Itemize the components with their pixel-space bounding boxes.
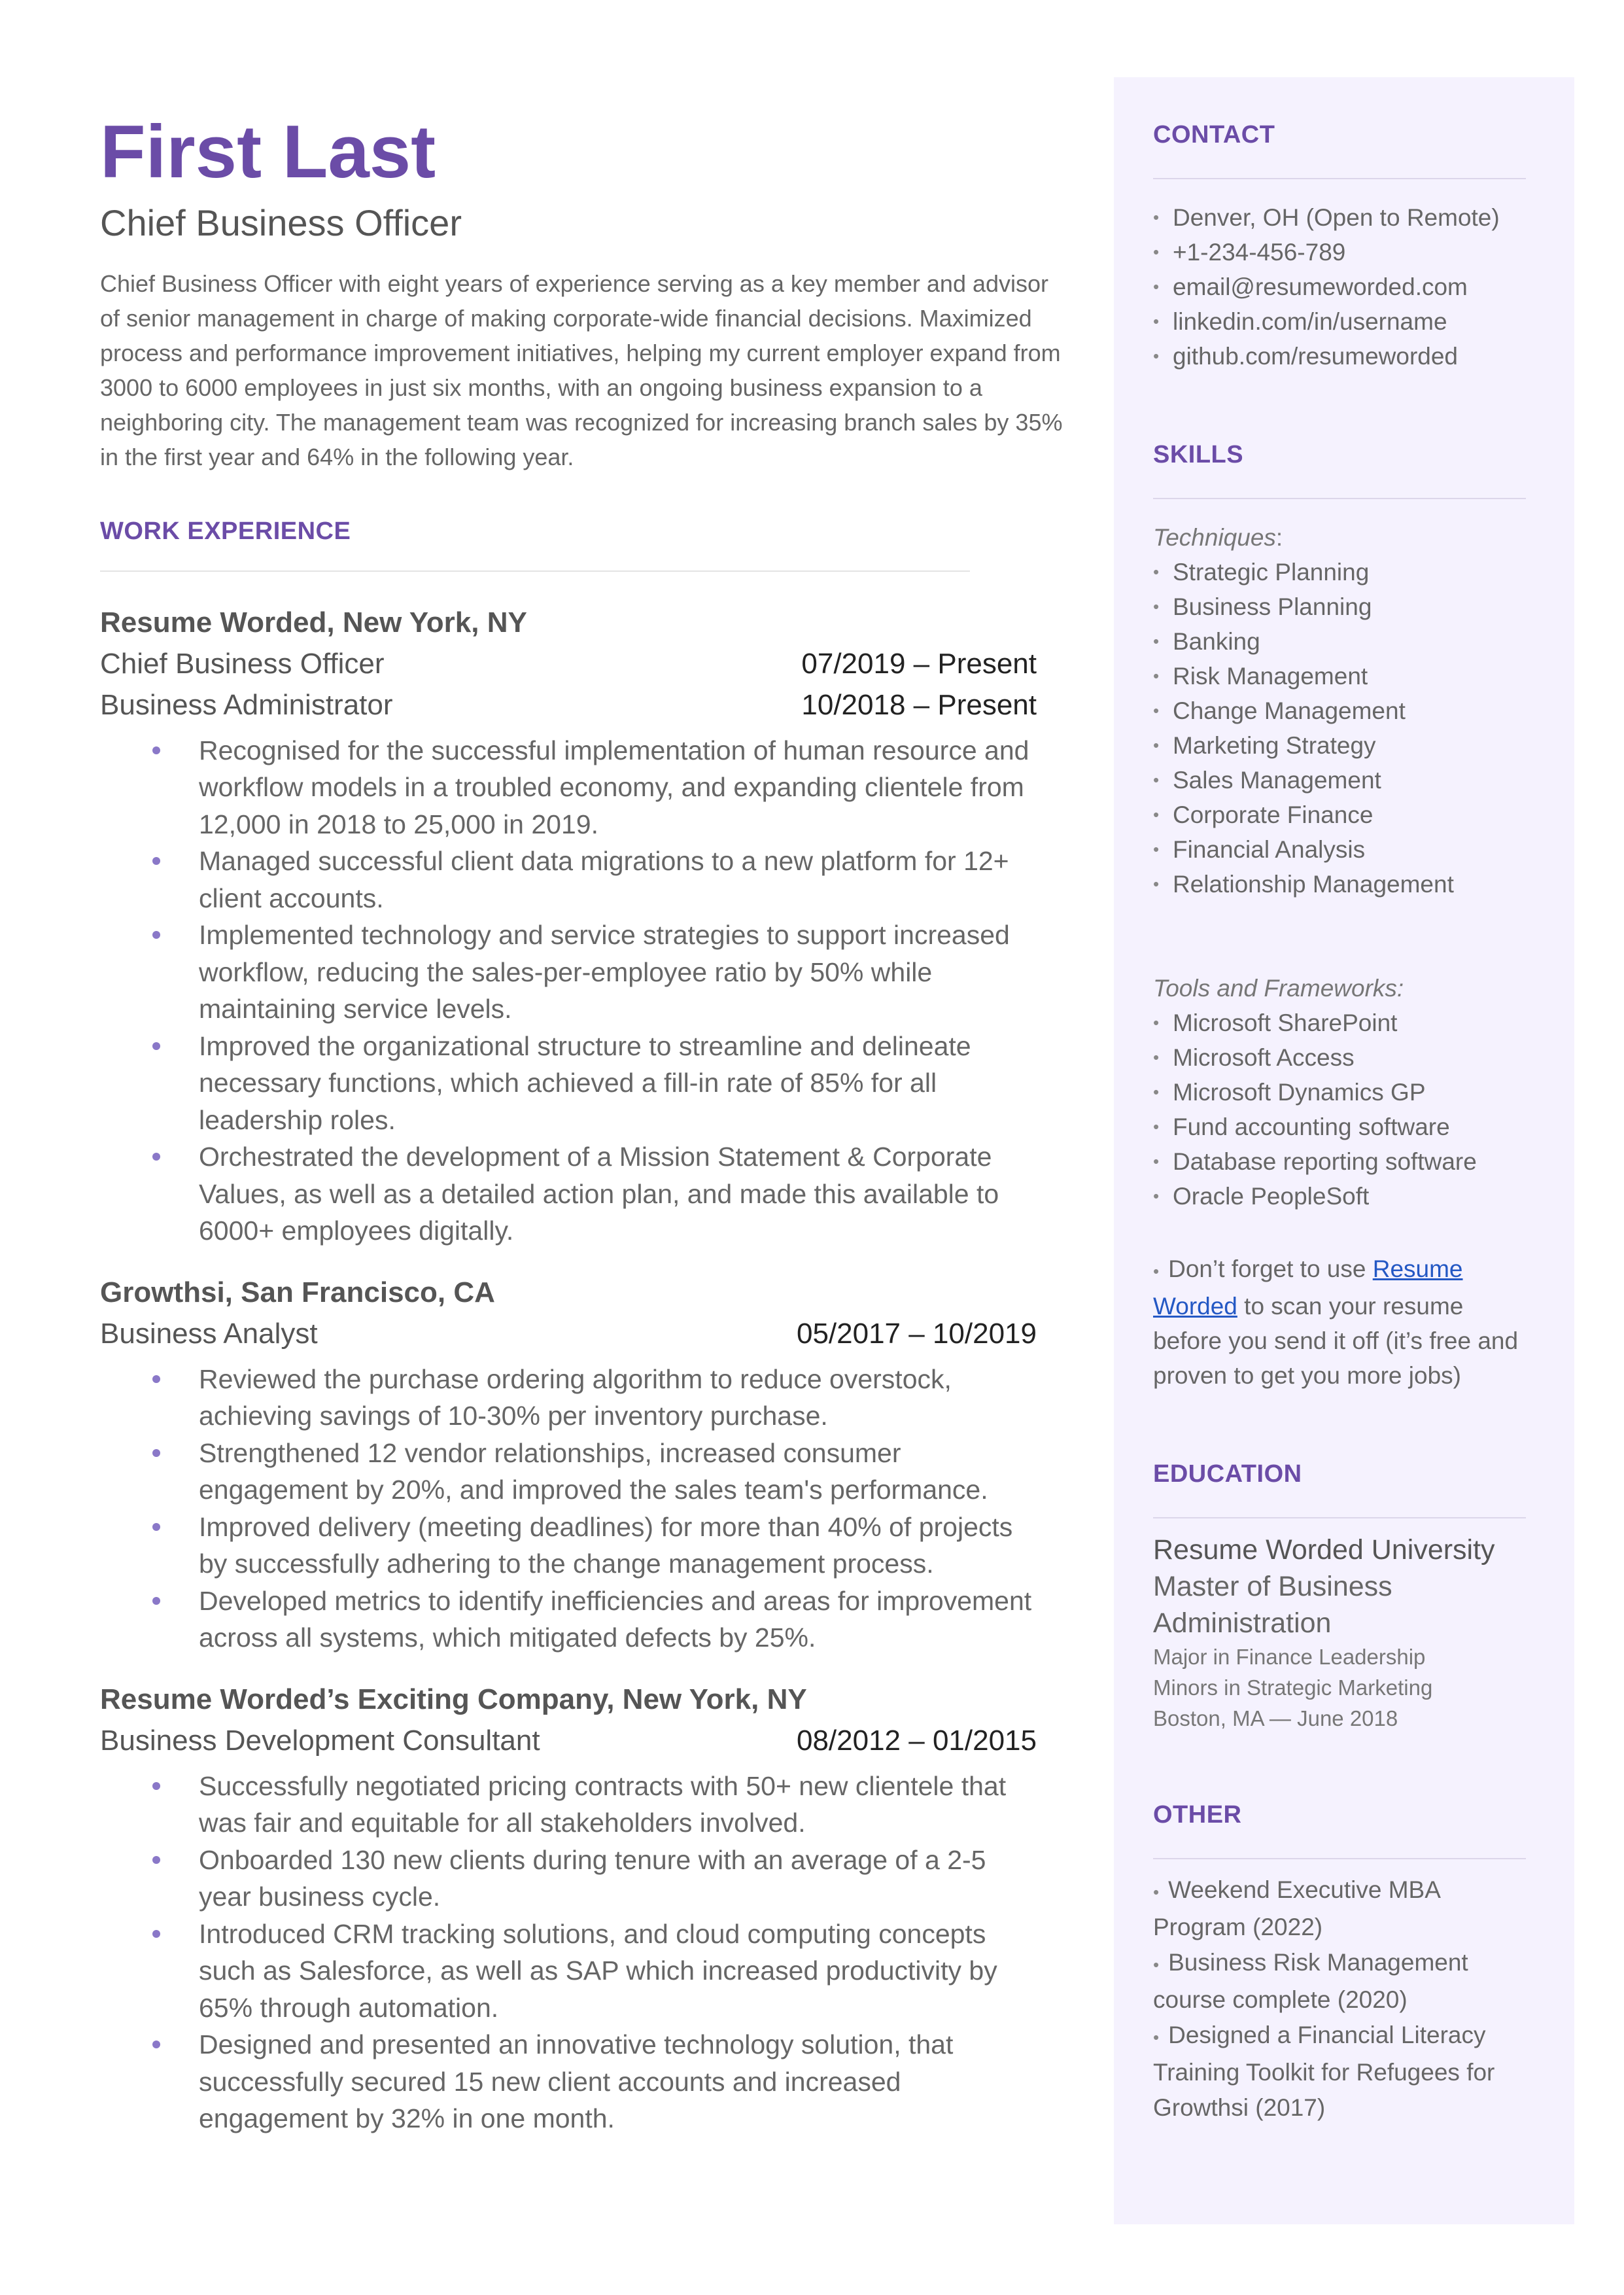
other-item	[1153, 1872, 1526, 1945]
other-section	[1153, 1796, 1526, 2126]
other-item	[1153, 2018, 1526, 2126]
tools-label: Tools and Frameworks:	[1153, 975, 1404, 1002]
section-divider	[100, 570, 970, 572]
other-item-text: Business Risk Management course complete (2020)	[1153, 1949, 1468, 2013]
bullet-dot: •	[1153, 1955, 1160, 1974]
job-role-dates: 07/2019 – Present	[801, 647, 1037, 680]
education-degree: Master of Business Administration	[1153, 1571, 1392, 1639]
sidebar-content	[1153, 116, 1526, 2188]
job-role-title: Business Administrator	[100, 688, 393, 721]
job-company: Resume Worded’s Exciting Company, New York, NY	[100, 1683, 807, 1715]
job-role-title: Business Development Consultant	[100, 1724, 540, 1757]
tools-list	[1153, 1006, 1526, 1214]
job-bullet: Onboarded 130 new clients during tenure with an average of a 2-5 year business cycle.	[100, 1842, 1037, 1916]
job-bullet: Designed and presented an innovative technology solution, that successfully secured 15 new client accounts and increased engagement by 32% in one month.	[100, 2026, 1037, 2137]
contact-email[interactable]: • email@resumeworded.com	[1153, 270, 1526, 304]
tool-item: • Oracle PeopleSoft	[1153, 1179, 1526, 1214]
job-role-row	[100, 1313, 1037, 1354]
techniques-label-colon: :	[1275, 524, 1283, 551]
contact-heading: CONTACT	[1153, 121, 1275, 149]
resume-tip	[1153, 1252, 1526, 1393]
education-major: Major in Finance Leadership	[1153, 1645, 1426, 1669]
job-entry	[100, 1272, 1042, 1656]
skill-item: • Relationship Management	[1153, 867, 1526, 902]
education-heading: EDUCATION	[1153, 1460, 1302, 1488]
other-heading: OTHER	[1153, 1801, 1242, 1829]
contact-section	[1153, 116, 1526, 374]
tip-text-before: Don’t forget to use	[1168, 1255, 1373, 1282]
techniques-label-text: Techniques	[1153, 524, 1276, 551]
job-entry	[100, 602, 1042, 1250]
tool-item: • Database reporting software	[1153, 1144, 1526, 1179]
skills-section	[1153, 436, 1526, 1393]
tip-text-after: to scan your resume before you send it off (it’s free and proven to get you more jobs)	[1153, 1293, 1519, 1389]
job-bullet: Implemented technology and service strategies to support increased workflow, reducing the sales-per-employee ratio by 50% while maintaining service levels.	[100, 917, 1037, 1028]
job-role-row	[100, 1720, 1037, 1761]
job-bullet: Strengthened 12 vendor relationships, increased consumer engagement by 20%, and improved the sales team's performance.	[100, 1435, 1037, 1509]
job-company: Resume Worded, New York, NY	[100, 606, 527, 639]
job-role-dates: 10/2018 – Present	[801, 688, 1037, 721]
skills-heading: SKILLS	[1153, 441, 1244, 468]
education-location-date: Boston, MA — June 2018	[1153, 1706, 1398, 1730]
job-role-title: Chief Business Officer	[100, 647, 385, 680]
education-school: Resume Worded University	[1153, 1534, 1495, 1566]
other-item-text: Designed a Financial Literacy Training Toolkit for Refugees for Growthsi (2017)	[1153, 2022, 1495, 2121]
job-bullet: Introduced CRM tracking solutions, and cloud computing concepts such as Salesforce, as well as SAP which increased productivity by 65% through automation.	[100, 1916, 1037, 2027]
job-bullet: Successfully negotiated pricing contracts with 50+ new clientele that was fair and equitable for all stakeholders involved.	[100, 1768, 1037, 1842]
job-role-row	[100, 684, 1037, 726]
job-bullet: Improved the organizational structure to streamline and delineate necessary functions, which achieved a fill-in rate of 85% for all leadership roles.	[100, 1028, 1037, 1139]
contact-list	[1153, 200, 1526, 374]
job-bullets	[100, 1768, 1037, 2137]
tool-item: • Microsoft Dynamics GP	[1153, 1075, 1526, 1110]
job-role-row	[100, 643, 1037, 684]
skill-item: • Financial Analysis	[1153, 832, 1526, 867]
education-section	[1153, 1456, 1526, 1734]
sidebar	[1114, 77, 1574, 2224]
summary: Chief Business Officer with eight years of experience serving as a key member and advisor of senior management in charge of making corporate-wide financial decisions. Maximized process and performance improvement initiatives, helping my current employer expand from 3000 to 6000 employees in just six months, with an ongoing business expansion to a neighboring city. The management team was recognized for increasing branch sales by 35% in the first year and 64% in the following year.	[100, 270, 1063, 470]
job-bullet: Developed metrics to identify inefficiencies and areas for improvement across all systems, which mitigated defects by 25%.	[100, 1583, 1037, 1656]
contact-location: • Denver, OH (Open to Remote)	[1153, 200, 1526, 235]
job-role-dates: 05/2017 – 10/2019	[796, 1317, 1037, 1350]
techniques-list	[1153, 555, 1526, 902]
contact-phone: • +1-234-456-789	[1153, 235, 1526, 270]
bullet-dot: •	[1153, 1261, 1160, 1281]
contact-github[interactable]: • github.com/resumeworded	[1153, 339, 1526, 374]
main-column	[100, 111, 1063, 2160]
job-bullets	[100, 1361, 1037, 1656]
other-item	[1153, 1945, 1526, 2018]
tool-item: • Fund accounting software	[1153, 1110, 1526, 1144]
bullet-dot: •	[1153, 1882, 1160, 1902]
job-bullet: Orchestrated the development of a Mission Statement & Corporate Values, as well as a detailed action plan, and made this available to 6000+ employees digitally.	[100, 1138, 1037, 1250]
candidate-name: First Last	[100, 111, 436, 194]
job-role-dates: 08/2012 – 01/2015	[796, 1724, 1037, 1757]
skill-item: • Strategic Planning	[1153, 555, 1526, 589]
work-experience-heading: WORK EXPERIENCE	[100, 517, 351, 545]
techniques-label	[1153, 520, 1526, 555]
sidebar-divider	[1153, 178, 1526, 179]
skill-item: • Banking	[1153, 624, 1526, 659]
skill-item: • Business Planning	[1153, 589, 1526, 624]
job-bullet: Reviewed the purchase ordering algorithm to reduce overstock, achieving savings of 10-30% per inventory purchase.	[100, 1361, 1037, 1435]
sidebar-divider	[1153, 1858, 1526, 1859]
job-bullet: Recognised for the successful implementation of human resource and workflow models in a troubled economy, and expanding clientele from 12,000 in 2018 to 25,000 in 2019.	[100, 732, 1037, 843]
job-bullet: Managed successful client data migrations to a new platform for 12+ client accounts.	[100, 843, 1037, 917]
job-bullet: Improved delivery (meeting deadlines) for more than 40% of projects by successfully adhering to the change management process.	[100, 1509, 1037, 1583]
skill-item: • Corporate Finance	[1153, 797, 1526, 832]
bullet-dot: •	[1153, 2027, 1160, 2047]
sidebar-divider	[1153, 1517, 1526, 1518]
job-company: Growthsi, San Francisco, CA	[100, 1276, 495, 1308]
resume-worded-link[interactable]: Resume Worded	[1153, 1255, 1463, 1320]
job-entry	[100, 1679, 1042, 2137]
skill-item: • Risk Management	[1153, 659, 1526, 693]
job-bullets	[100, 732, 1037, 1250]
skill-item: • Sales Management	[1153, 763, 1526, 797]
skill-item: • Change Management	[1153, 693, 1526, 728]
tool-item: • Microsoft SharePoint	[1153, 1006, 1526, 1040]
other-item-text: Weekend Executive MBA Program (2022)	[1153, 1876, 1440, 1940]
job-role-title: Business Analyst	[100, 1317, 318, 1350]
tool-item: • Microsoft Access	[1153, 1040, 1526, 1075]
sidebar-divider	[1153, 498, 1526, 499]
contact-linkedin[interactable]: • linkedin.com/in/username	[1153, 304, 1526, 339]
education-minor: Minors in Strategic Marketing	[1153, 1675, 1433, 1700]
skill-item: • Marketing Strategy	[1153, 728, 1526, 763]
candidate-title: Chief Business Officer	[100, 202, 462, 244]
